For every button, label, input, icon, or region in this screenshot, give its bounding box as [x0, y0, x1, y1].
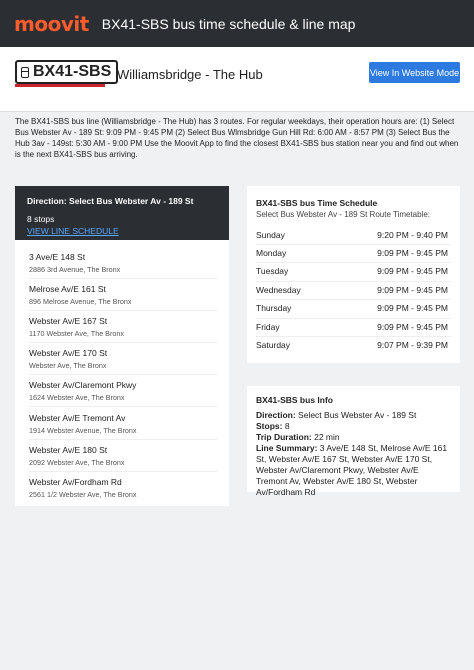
schedule-day: Sunday [256, 230, 285, 240]
divider [29, 278, 217, 279]
line-destination: Williamsbridge - The Hub [117, 67, 263, 82]
schedule-day: Saturday [256, 340, 291, 350]
stops-header [15, 186, 229, 240]
bus-icon [21, 67, 29, 78]
schedule-row [256, 281, 451, 299]
schedule-time: 9:09 PM - 9:45 PM [377, 248, 448, 258]
stop-address: 1170 Webster Ave, The Bronx [29, 329, 124, 338]
info-summary [256, 443, 451, 498]
stops-card [15, 186, 229, 506]
info-title: BX41-SBS bus Info [256, 395, 333, 405]
info-value: 3 Ave/E 148 St, Melrose Av/E 161 St, Webster Av/E 167 St, Webster Av/E 170 St, Webster Av/Claremont Pkwy, Webster Av/E Tremont Av, Webster Av/E 180 St, Webster Av/Fordham Rd [256, 443, 448, 497]
moovit-logo[interactable]: moovit [14, 11, 89, 36]
info-value: 22 min [314, 432, 340, 442]
stop-name: 3 Ave/E 148 St [29, 252, 86, 262]
schedule-time: 9:09 PM - 9:45 PM [377, 266, 448, 276]
stop-address: 896 Melrose Avenue, The Bronx [29, 297, 132, 306]
stop-item[interactable] [29, 284, 131, 306]
divider [29, 406, 217, 407]
divider [29, 342, 217, 343]
stop-name: Webster Av/E Tremont Av [29, 413, 126, 423]
stop-address: 2886 3rd Avenue, The Bronx [29, 265, 121, 274]
stop-name: Webster Av/Claremont Pkwy [29, 380, 137, 390]
info-label: Direction: [256, 410, 296, 420]
stop-item[interactable] [29, 413, 137, 435]
info-duration [256, 432, 451, 443]
schedule-day: Monday [256, 248, 287, 258]
info-label: Trip Duration: [256, 432, 312, 442]
schedule-row [256, 244, 451, 262]
schedule-card [247, 186, 460, 363]
stop-item[interactable] [29, 445, 125, 467]
stop-name: Webster Av/E 170 St [29, 348, 108, 358]
schedule-subtitle: Select Bus Webster Av - 189 St Route Timetable: [256, 210, 431, 219]
schedule-row [256, 226, 451, 244]
divider [29, 374, 217, 375]
divider [29, 310, 217, 311]
stop-address: 1624 Webster Ave, The Bronx [29, 393, 125, 402]
schedule-time: 9:09 PM - 9:45 PM [377, 303, 448, 313]
stop-name: Webster Av/E 180 St [29, 445, 108, 455]
schedule-time: 9:09 PM - 9:45 PM [377, 322, 448, 332]
schedule-time: 9:07 PM - 9:39 PM [377, 340, 448, 350]
schedule-row [256, 336, 451, 354]
schedule-day: Thursday [256, 303, 292, 313]
stops-direction: Direction: Select Bus Webster Av - 189 St [27, 196, 194, 206]
stop-name: Melrose Av/E 161 St [29, 284, 106, 294]
info-value: Select Bus Webster Av - 189 St [298, 410, 417, 420]
view-website-mode-button[interactable]: View In Website Mode [369, 62, 460, 83]
stop-address: 2092 Webster Ave, The Bronx [29, 458, 125, 467]
stop-address: 1914 Webster Avenue, The Bronx [29, 426, 137, 435]
schedule-row [256, 262, 451, 280]
page-title: BX41-SBS bus time schedule & line map [101, 15, 356, 32]
stop-address: 2561 1/2 Webster Ave, The Bronx [29, 490, 137, 499]
stop-item[interactable] [29, 380, 136, 402]
schedule-row [256, 318, 451, 336]
schedule-time: 9:20 PM - 9:40 PM [377, 230, 448, 240]
bus-info-card [247, 386, 460, 497]
stop-item[interactable] [29, 252, 120, 274]
stop-name: Webster Av/E 167 St [29, 316, 108, 326]
stop-address: Webster Ave, The Bronx [29, 361, 107, 370]
line-name: BX41-SBS [33, 63, 112, 80]
schedule-day: Friday [256, 322, 280, 332]
schedule-row [256, 299, 451, 317]
top-bar [0, 0, 474, 47]
schedule-time: 9:09 PM - 9:45 PM [377, 285, 448, 295]
line-badge [15, 60, 118, 84]
info-label: Stops: [256, 421, 283, 431]
stop-item[interactable] [29, 348, 107, 370]
intro-text: The BX41-SBS bus line (Williamsbridge - The Hub) has 3 routes. For regular weekdays, their operation hours are: (1) Select Bus Webster Av - 189 St: 9:09 PM - 9:45 PM (2) Select Bus Wlmsbridge Gun Hill Rd: 6:00 AM - 8:57 PM (3) Select Bus the Hub 3av - 149st: 5:30 AM - 9:00 PM Use the Moovit App to find the closest BX41-SBS bus station near you and find out when is the next BX41-SBS bus arriving. [15, 117, 459, 159]
info-direction [256, 410, 451, 421]
info-label: Line Summary: [256, 443, 318, 453]
schedule-title: BX41-SBS bus Time Schedule [256, 198, 378, 208]
stop-item[interactable] [29, 477, 136, 499]
view-line-schedule-link[interactable]: VIEW LINE SCHEDULE [27, 226, 119, 236]
schedule-day: Tuesday [256, 266, 289, 276]
schedule-day: Wednesday [256, 285, 301, 295]
line-color-bar [15, 84, 105, 87]
info-value: 8 [284, 421, 290, 431]
info-stops [256, 421, 451, 432]
stops-count: 8 stops [27, 214, 55, 224]
divider [29, 471, 217, 472]
header-divider [0, 111, 474, 112]
divider [29, 439, 217, 440]
stop-name: Webster Av/Fordham Rd [29, 477, 122, 487]
stop-item[interactable] [29, 316, 124, 338]
